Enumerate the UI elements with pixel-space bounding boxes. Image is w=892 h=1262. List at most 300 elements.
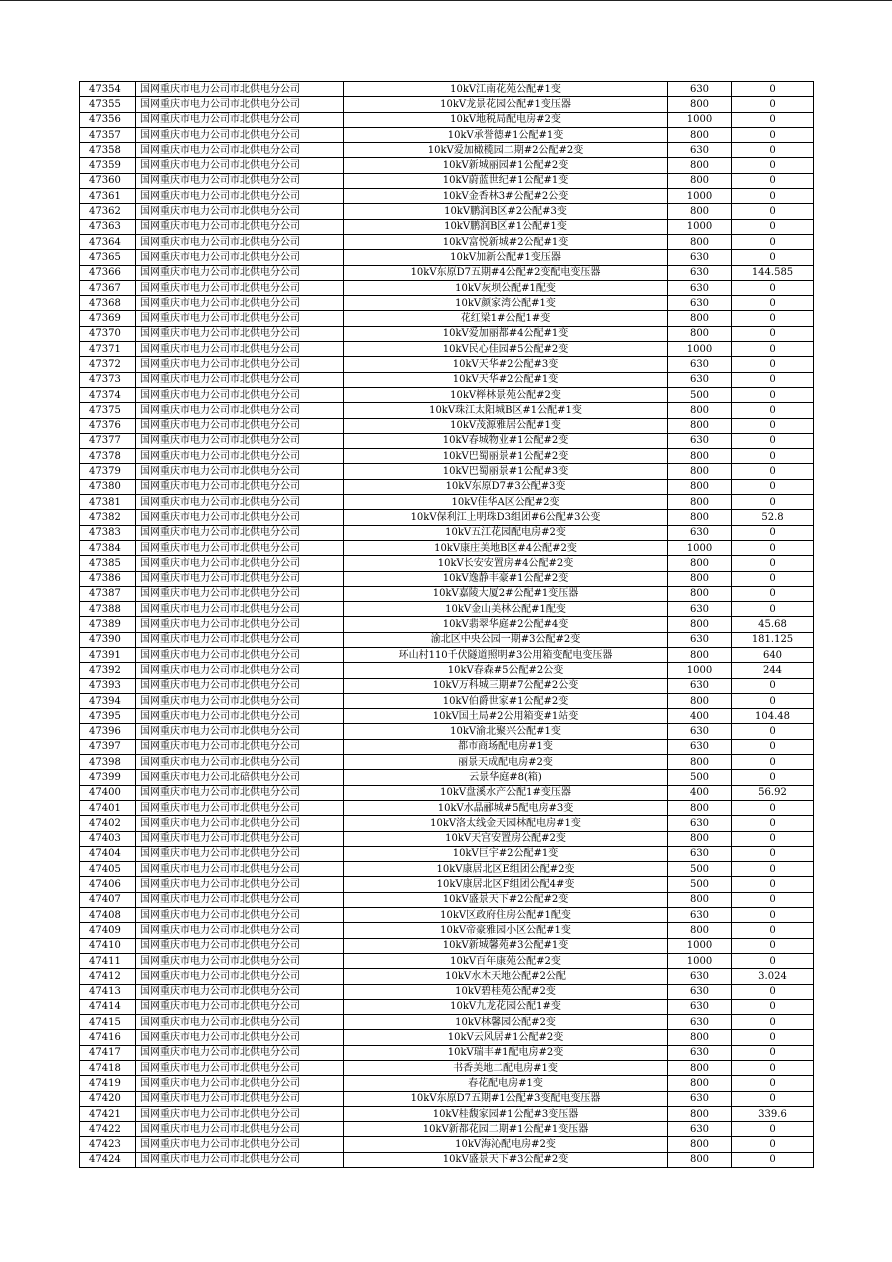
company-cell: 国网重庆市电力公司市北供电分公司 bbox=[136, 540, 344, 555]
capacity-cell: 800 bbox=[668, 127, 732, 142]
capacity-cell: 630 bbox=[668, 984, 732, 999]
value-cell: 0 bbox=[732, 678, 814, 693]
transformer-name-cell: 10kV水木天地公配#2公配 bbox=[344, 969, 668, 984]
capacity-cell: 630 bbox=[668, 143, 732, 158]
transformer-name-cell: 10kV佳华A区公配#2变 bbox=[344, 495, 668, 510]
capacity-cell: 800 bbox=[668, 571, 732, 586]
capacity-cell: 630 bbox=[668, 250, 732, 265]
value-cell: 0 bbox=[732, 923, 814, 938]
value-cell: 0 bbox=[732, 800, 814, 815]
table-row bbox=[80, 877, 814, 892]
value-cell: 0 bbox=[732, 816, 814, 831]
company-cell: 国网重庆市电力公司市北供电分公司 bbox=[136, 938, 344, 953]
row-id-cell: 47362 bbox=[80, 204, 136, 219]
table-row bbox=[80, 495, 814, 510]
transformer-name-cell: 10kV逸静丰豪#1公配#2变 bbox=[344, 571, 668, 586]
capacity-cell: 630 bbox=[668, 372, 732, 387]
transformer-name-cell: 10kV灰坝公配#1配变 bbox=[344, 280, 668, 295]
table-row bbox=[80, 189, 814, 204]
capacity-cell: 630 bbox=[668, 296, 732, 311]
table-row bbox=[80, 479, 814, 494]
value-cell: 0 bbox=[732, 1122, 814, 1137]
row-id-cell: 47385 bbox=[80, 556, 136, 571]
value-cell: 0 bbox=[732, 1152, 814, 1167]
value-cell: 0 bbox=[732, 403, 814, 418]
company-cell: 国网重庆市电力公司市北供电分公司 bbox=[136, 739, 344, 754]
transformer-name-cell: 丽景天成配电房#2变 bbox=[344, 755, 668, 770]
value-cell: 0 bbox=[732, 173, 814, 188]
capacity-cell: 630 bbox=[668, 280, 732, 295]
company-cell: 国网重庆市电力公司市北供电分公司 bbox=[136, 923, 344, 938]
value-cell: 0 bbox=[732, 602, 814, 617]
capacity-cell: 500 bbox=[668, 877, 732, 892]
value-cell: 0 bbox=[732, 158, 814, 173]
company-cell: 国网重庆市电力公司市北供电分公司 bbox=[136, 234, 344, 249]
transformer-name-cell: 10kV万科城三期#7公配#2公变 bbox=[344, 678, 668, 693]
company-cell: 国网重庆市电力公司市北供电分公司 bbox=[136, 143, 344, 158]
table-body bbox=[80, 82, 814, 1168]
value-cell: 0 bbox=[732, 357, 814, 372]
capacity-cell: 630 bbox=[668, 265, 732, 280]
capacity-cell: 1000 bbox=[668, 540, 732, 555]
company-cell: 国网重庆市电力公司市北供电分公司 bbox=[136, 877, 344, 892]
row-id-cell: 47420 bbox=[80, 1091, 136, 1106]
capacity-cell: 800 bbox=[668, 311, 732, 326]
table-row bbox=[80, 923, 814, 938]
capacity-cell: 1000 bbox=[668, 953, 732, 968]
capacity-cell: 630 bbox=[668, 739, 732, 754]
company-cell: 国网重庆市电力公司市北供电分公司 bbox=[136, 387, 344, 402]
table-row bbox=[80, 403, 814, 418]
capacity-cell: 800 bbox=[668, 1137, 732, 1152]
row-id-cell: 47364 bbox=[80, 234, 136, 249]
table-row bbox=[80, 953, 814, 968]
value-cell: 0 bbox=[732, 250, 814, 265]
table-row bbox=[80, 326, 814, 341]
table-row bbox=[80, 602, 814, 617]
table-row bbox=[80, 387, 814, 402]
value-cell: 0 bbox=[732, 204, 814, 219]
table-row bbox=[80, 1076, 814, 1091]
table-row bbox=[80, 1061, 814, 1076]
capacity-cell: 630 bbox=[668, 1045, 732, 1060]
company-cell: 国网重庆市电力公司市北供电分公司 bbox=[136, 724, 344, 739]
capacity-cell: 1000 bbox=[668, 663, 732, 678]
company-cell: 国网重庆市电力公司市北供电分公司 bbox=[136, 953, 344, 968]
value-cell: 0 bbox=[732, 693, 814, 708]
company-cell: 国网重庆市电力公司市北供电分公司 bbox=[136, 1091, 344, 1106]
value-cell: 0 bbox=[732, 433, 814, 448]
value-cell: 0 bbox=[732, 1061, 814, 1076]
capacity-cell: 800 bbox=[668, 1061, 732, 1076]
company-cell: 国网重庆市电力公司市北供电分公司 bbox=[136, 1061, 344, 1076]
company-cell: 国网重庆市电力公司市北供电分公司 bbox=[136, 908, 344, 923]
transformer-name-cell: 10kV民心佳园#5公配#2变 bbox=[344, 342, 668, 357]
row-id-cell: 47418 bbox=[80, 1061, 136, 1076]
row-id-cell: 47406 bbox=[80, 877, 136, 892]
transformer-name-cell: 10kV金山美林公配#1配变 bbox=[344, 602, 668, 617]
company-cell: 国网重庆市电力公司市北供电分公司 bbox=[136, 372, 344, 387]
table-row bbox=[80, 724, 814, 739]
capacity-cell: 1000 bbox=[668, 938, 732, 953]
transformer-name-cell: 10kV新都花园二期#1公配#1变压器 bbox=[344, 1122, 668, 1137]
value-cell: 0 bbox=[732, 82, 814, 97]
capacity-cell: 800 bbox=[668, 418, 732, 433]
table-row bbox=[80, 97, 814, 112]
transformer-name-cell: 10kV国土局#2公用箱变#1站变 bbox=[344, 709, 668, 724]
company-cell: 国网重庆市电力公司市北供电分公司 bbox=[136, 984, 344, 999]
company-cell: 国网重庆市电力公司市北供电分公司 bbox=[136, 969, 344, 984]
value-cell: 0 bbox=[732, 127, 814, 142]
capacity-cell: 630 bbox=[668, 999, 732, 1014]
capacity-cell: 800 bbox=[668, 1106, 732, 1121]
table-row bbox=[80, 693, 814, 708]
transformer-name-cell: 10kV洛太线金天园林配电房#1变 bbox=[344, 816, 668, 831]
table-row bbox=[80, 862, 814, 877]
table-row bbox=[80, 1091, 814, 1106]
row-id-cell: 47372 bbox=[80, 357, 136, 372]
value-cell: 0 bbox=[732, 372, 814, 387]
transformer-name-cell: 10kV百年康苑公配#2变 bbox=[344, 953, 668, 968]
table-row bbox=[80, 143, 814, 158]
transformer-name-cell: 10kV盛景天下#3公配#2变 bbox=[344, 1152, 668, 1167]
value-cell: 0 bbox=[732, 724, 814, 739]
company-cell: 国网重庆市电力公司市北供电分公司 bbox=[136, 1030, 344, 1045]
row-id-cell: 47368 bbox=[80, 296, 136, 311]
company-cell: 国网重庆市电力公司市北供电分公司 bbox=[136, 97, 344, 112]
transformer-name-cell: 10kV加新公配#1变压器 bbox=[344, 250, 668, 265]
table-row bbox=[80, 999, 814, 1014]
table-row bbox=[80, 892, 814, 907]
transformer-name-cell: 10kV瑞丰#1配电房#2变 bbox=[344, 1045, 668, 1060]
transformer-name-cell: 10kV桂馥家园#1公配#3变压器 bbox=[344, 1106, 668, 1121]
company-cell: 国网重庆市电力公司市北供电分公司 bbox=[136, 755, 344, 770]
row-id-cell: 47375 bbox=[80, 403, 136, 418]
row-id-cell: 47398 bbox=[80, 755, 136, 770]
row-id-cell: 47407 bbox=[80, 892, 136, 907]
value-cell: 0 bbox=[732, 326, 814, 341]
value-cell: 0 bbox=[732, 143, 814, 158]
row-id-cell: 47399 bbox=[80, 770, 136, 785]
value-cell: 0 bbox=[732, 464, 814, 479]
value-cell: 0 bbox=[732, 1076, 814, 1091]
row-id-cell: 47382 bbox=[80, 510, 136, 525]
company-cell: 国网重庆市电力公司市北供电分公司 bbox=[136, 510, 344, 525]
capacity-cell: 630 bbox=[668, 1015, 732, 1030]
value-cell: 0 bbox=[732, 342, 814, 357]
company-cell: 国网重庆市电力公司市北供电分公司 bbox=[136, 112, 344, 127]
capacity-cell: 800 bbox=[668, 892, 732, 907]
table-row bbox=[80, 678, 814, 693]
transformer-name-cell: 10kV巴蜀丽景#1公配#3变 bbox=[344, 464, 668, 479]
value-cell: 52.8 bbox=[732, 510, 814, 525]
company-cell: 国网重庆市电力公司市北供电分公司 bbox=[136, 82, 344, 97]
row-id-cell: 47416 bbox=[80, 1030, 136, 1045]
company-cell: 国网重庆市电力公司市北供电分公司 bbox=[136, 342, 344, 357]
value-cell: 244 bbox=[732, 663, 814, 678]
transformer-name-cell: 10kV蔚蓝世纪#1公配#1变 bbox=[344, 173, 668, 188]
row-id-cell: 47367 bbox=[80, 280, 136, 295]
value-cell: 0 bbox=[732, 1137, 814, 1152]
table-row bbox=[80, 250, 814, 265]
value-cell: 0 bbox=[732, 571, 814, 586]
value-cell: 144.585 bbox=[732, 265, 814, 280]
value-cell: 0 bbox=[732, 846, 814, 861]
company-cell: 国网重庆市电力公司市北供电分公司 bbox=[136, 647, 344, 662]
company-cell: 国网重庆市电力公司市北供电分公司 bbox=[136, 602, 344, 617]
table-row bbox=[80, 372, 814, 387]
capacity-cell: 630 bbox=[668, 1122, 732, 1137]
row-id-cell: 47415 bbox=[80, 1015, 136, 1030]
transformer-name-cell: 10kV金香林3#公配#2公变 bbox=[344, 189, 668, 204]
transformer-name-cell: 10kV区政府住房公配#1配变 bbox=[344, 908, 668, 923]
row-id-cell: 47366 bbox=[80, 265, 136, 280]
value-cell: 0 bbox=[732, 999, 814, 1014]
capacity-cell: 630 bbox=[668, 969, 732, 984]
value-cell: 0 bbox=[732, 739, 814, 754]
value-cell: 0 bbox=[732, 953, 814, 968]
value-cell: 0 bbox=[732, 296, 814, 311]
company-cell: 国网重庆市电力公司市北供电分公司 bbox=[136, 265, 344, 280]
value-cell: 0 bbox=[732, 1030, 814, 1045]
transformer-name-cell: 10kV春森#5公配#2公变 bbox=[344, 663, 668, 678]
company-cell: 国网重庆市电力公司市北供电分公司 bbox=[136, 892, 344, 907]
company-cell: 国网重庆市电力公司市北供电分公司 bbox=[136, 464, 344, 479]
company-cell: 国网重庆市电力公司北碚供电分公司 bbox=[136, 770, 344, 785]
transformer-name-cell: 10kV康居北区E组团公配#2变 bbox=[344, 862, 668, 877]
value-cell: 0 bbox=[732, 755, 814, 770]
value-cell: 56.92 bbox=[732, 785, 814, 800]
row-id-cell: 47354 bbox=[80, 82, 136, 97]
table-row bbox=[80, 984, 814, 999]
capacity-cell: 400 bbox=[668, 709, 732, 724]
table-row bbox=[80, 82, 814, 97]
capacity-cell: 800 bbox=[668, 1076, 732, 1091]
company-cell: 国网重庆市电力公司市北供电分公司 bbox=[136, 678, 344, 693]
transformer-name-cell: 10kV渝北聚兴公配#1变 bbox=[344, 724, 668, 739]
table-row bbox=[80, 311, 814, 326]
capacity-cell: 800 bbox=[668, 403, 732, 418]
table-row bbox=[80, 173, 814, 188]
row-id-cell: 47355 bbox=[80, 97, 136, 112]
value-cell: 0 bbox=[732, 892, 814, 907]
capacity-cell: 800 bbox=[668, 173, 732, 188]
transformer-name-cell: 10kV云风居#1公配#2变 bbox=[344, 1030, 668, 1045]
transformer-name-cell: 10kV长安安置房#4公配#2变 bbox=[344, 556, 668, 571]
table-row bbox=[80, 969, 814, 984]
row-id-cell: 47384 bbox=[80, 540, 136, 555]
table-row bbox=[80, 647, 814, 662]
value-cell: 0 bbox=[732, 112, 814, 127]
capacity-cell: 1000 bbox=[668, 219, 732, 234]
table-row bbox=[80, 1045, 814, 1060]
row-id-cell: 47419 bbox=[80, 1076, 136, 1091]
company-cell: 国网重庆市电力公司市北供电分公司 bbox=[136, 586, 344, 601]
value-cell: 0 bbox=[732, 586, 814, 601]
value-cell: 0 bbox=[732, 234, 814, 249]
row-id-cell: 47373 bbox=[80, 372, 136, 387]
capacity-cell: 800 bbox=[668, 800, 732, 815]
row-id-cell: 47381 bbox=[80, 495, 136, 510]
value-cell: 339.6 bbox=[732, 1106, 814, 1121]
table-row bbox=[80, 204, 814, 219]
capacity-cell: 800 bbox=[668, 1030, 732, 1045]
capacity-cell: 800 bbox=[668, 204, 732, 219]
transformer-name-cell: 10kV珠江太阳城B区#1公配#1变 bbox=[344, 403, 668, 418]
row-id-cell: 47421 bbox=[80, 1106, 136, 1121]
capacity-cell: 630 bbox=[668, 632, 732, 647]
table-row bbox=[80, 540, 814, 555]
row-id-cell: 47395 bbox=[80, 709, 136, 724]
transformer-name-cell: 10kV盛景天下#2公配#2变 bbox=[344, 892, 668, 907]
transformer-name-cell: 10kV爱加橄榄园二期#2公配#2变 bbox=[344, 143, 668, 158]
capacity-cell: 800 bbox=[668, 831, 732, 846]
row-id-cell: 47414 bbox=[80, 999, 136, 1014]
row-id-cell: 47423 bbox=[80, 1137, 136, 1152]
company-cell: 国网重庆市电力公司市北供电分公司 bbox=[136, 846, 344, 861]
table-row bbox=[80, 1152, 814, 1167]
table-row bbox=[80, 816, 814, 831]
table-row bbox=[80, 1137, 814, 1152]
capacity-cell: 800 bbox=[668, 479, 732, 494]
company-cell: 国网重庆市电力公司市北供电分公司 bbox=[136, 280, 344, 295]
company-cell: 国网重庆市电力公司市北供电分公司 bbox=[136, 127, 344, 142]
value-cell: 0 bbox=[732, 97, 814, 112]
capacity-cell: 800 bbox=[668, 755, 732, 770]
transformer-name-cell: 10kV茂源雅居公配#1变 bbox=[344, 418, 668, 433]
transformer-name-cell: 10kV康居北区F组团公配4#变 bbox=[344, 877, 668, 892]
company-cell: 国网重庆市电力公司市北供电分公司 bbox=[136, 449, 344, 464]
row-id-cell: 47405 bbox=[80, 862, 136, 877]
row-id-cell: 47417 bbox=[80, 1045, 136, 1060]
company-cell: 国网重庆市电力公司市北供电分公司 bbox=[136, 418, 344, 433]
row-id-cell: 47394 bbox=[80, 693, 136, 708]
value-cell: 0 bbox=[732, 1091, 814, 1106]
company-cell: 国网重庆市电力公司市北供电分公司 bbox=[136, 632, 344, 647]
table-row bbox=[80, 525, 814, 540]
table-row bbox=[80, 234, 814, 249]
value-cell: 3.024 bbox=[732, 969, 814, 984]
capacity-cell: 800 bbox=[668, 158, 732, 173]
capacity-cell: 630 bbox=[668, 724, 732, 739]
row-id-cell: 47392 bbox=[80, 663, 136, 678]
table-row bbox=[80, 1106, 814, 1121]
company-cell: 国网重庆市电力公司市北供电分公司 bbox=[136, 556, 344, 571]
table-row bbox=[80, 663, 814, 678]
transformer-name-cell: 10kV帝豪雅园小区公配#1变 bbox=[344, 923, 668, 938]
table-row bbox=[80, 296, 814, 311]
transformer-name-cell: 10kV龙景花园公配#1变压器 bbox=[344, 97, 668, 112]
table-row bbox=[80, 127, 814, 142]
table-row bbox=[80, 280, 814, 295]
row-id-cell: 47365 bbox=[80, 250, 136, 265]
table-row bbox=[80, 831, 814, 846]
transformer-name-cell: 渝北区中央公园一期#3公配#2变 bbox=[344, 632, 668, 647]
row-id-cell: 47413 bbox=[80, 984, 136, 999]
value-cell: 0 bbox=[732, 938, 814, 953]
company-cell: 国网重庆市电力公司市北供电分公司 bbox=[136, 816, 344, 831]
row-id-cell: 47379 bbox=[80, 464, 136, 479]
company-cell: 国网重庆市电力公司市北供电分公司 bbox=[136, 1076, 344, 1091]
transformer-name-cell: 10kV盘溪水产公配1#变压器 bbox=[344, 785, 668, 800]
row-id-cell: 47380 bbox=[80, 479, 136, 494]
row-id-cell: 47424 bbox=[80, 1152, 136, 1167]
table-row bbox=[80, 112, 814, 127]
transformer-name-cell: 环山村110千伏隧道照明#3公用箱变配电变压器 bbox=[344, 647, 668, 662]
row-id-cell: 47412 bbox=[80, 969, 136, 984]
table-row bbox=[80, 219, 814, 234]
table-row bbox=[80, 418, 814, 433]
value-cell: 0 bbox=[732, 479, 814, 494]
value-cell: 0 bbox=[732, 387, 814, 402]
table-row bbox=[80, 755, 814, 770]
transformer-name-cell: 10kV鹏润B区#1公配#1变 bbox=[344, 219, 668, 234]
transformer-name-cell: 10kV伯爵世家#1公配#2变 bbox=[344, 693, 668, 708]
transformer-name-cell: 10kV天华#2公配#3变 bbox=[344, 357, 668, 372]
row-id-cell: 47370 bbox=[80, 326, 136, 341]
transformer-name-cell: 10kV天华#2公配#1变 bbox=[344, 372, 668, 387]
value-cell: 640 bbox=[732, 647, 814, 662]
table-row bbox=[80, 433, 814, 448]
row-id-cell: 47404 bbox=[80, 846, 136, 861]
transformer-name-cell: 10kV碧桂苑公配#2变 bbox=[344, 984, 668, 999]
row-id-cell: 47390 bbox=[80, 632, 136, 647]
value-cell: 0 bbox=[732, 556, 814, 571]
transformer-name-cell: 10kV地税局配电房#2变 bbox=[344, 112, 668, 127]
capacity-cell: 630 bbox=[668, 846, 732, 861]
capacity-cell: 800 bbox=[668, 617, 732, 632]
transformer-name-cell: 10kV巴蜀丽景#1公配#2变 bbox=[344, 449, 668, 464]
capacity-cell: 800 bbox=[668, 464, 732, 479]
table-row bbox=[80, 739, 814, 754]
capacity-cell: 800 bbox=[668, 510, 732, 525]
company-cell: 国网重庆市电力公司市北供电分公司 bbox=[136, 204, 344, 219]
company-cell: 国网重庆市电力公司市北供电分公司 bbox=[136, 326, 344, 341]
company-cell: 国网重庆市电力公司市北供电分公司 bbox=[136, 158, 344, 173]
capacity-cell: 500 bbox=[668, 770, 732, 785]
capacity-cell: 800 bbox=[668, 556, 732, 571]
page-top-rule bbox=[0, 0, 892, 1]
company-cell: 国网重庆市电力公司市北供电分公司 bbox=[136, 693, 344, 708]
row-id-cell: 47358 bbox=[80, 143, 136, 158]
row-id-cell: 47369 bbox=[80, 311, 136, 326]
value-cell: 0 bbox=[732, 311, 814, 326]
table-row bbox=[80, 617, 814, 632]
value-cell: 0 bbox=[732, 770, 814, 785]
company-cell: 国网重庆市电力公司市北供电分公司 bbox=[136, 1137, 344, 1152]
company-cell: 国网重庆市电力公司市北供电分公司 bbox=[136, 1045, 344, 1060]
transformer-name-cell: 10kV嘉陵大厦2#公配#1变压器 bbox=[344, 586, 668, 601]
transformer-name-cell: 10kV天宫安置房公配#2变 bbox=[344, 831, 668, 846]
company-cell: 国网重庆市电力公司市北供电分公司 bbox=[136, 571, 344, 586]
transformer-name-cell: 10kV康庄美地B区#4公配#2变 bbox=[344, 540, 668, 555]
table-row bbox=[80, 938, 814, 953]
transformer-name-cell: 10kV富悦新城#2公配#1变 bbox=[344, 234, 668, 249]
row-id-cell: 47389 bbox=[80, 617, 136, 632]
capacity-cell: 1000 bbox=[668, 112, 732, 127]
table-row bbox=[80, 510, 814, 525]
table-row bbox=[80, 586, 814, 601]
value-cell: 0 bbox=[732, 189, 814, 204]
row-id-cell: 47383 bbox=[80, 525, 136, 540]
table-row bbox=[80, 464, 814, 479]
company-cell: 国网重庆市电力公司市北供电分公司 bbox=[136, 433, 344, 448]
table-row bbox=[80, 770, 814, 785]
transformer-name-cell: 10kV翡翠华庭#2公配#4变 bbox=[344, 617, 668, 632]
capacity-cell: 630 bbox=[668, 678, 732, 693]
transformer-name-cell: 10kV保利江上明珠D3组团#6公配#3公变 bbox=[344, 510, 668, 525]
transformer-name-cell: 10kV九龙花园公配1#变 bbox=[344, 999, 668, 1014]
